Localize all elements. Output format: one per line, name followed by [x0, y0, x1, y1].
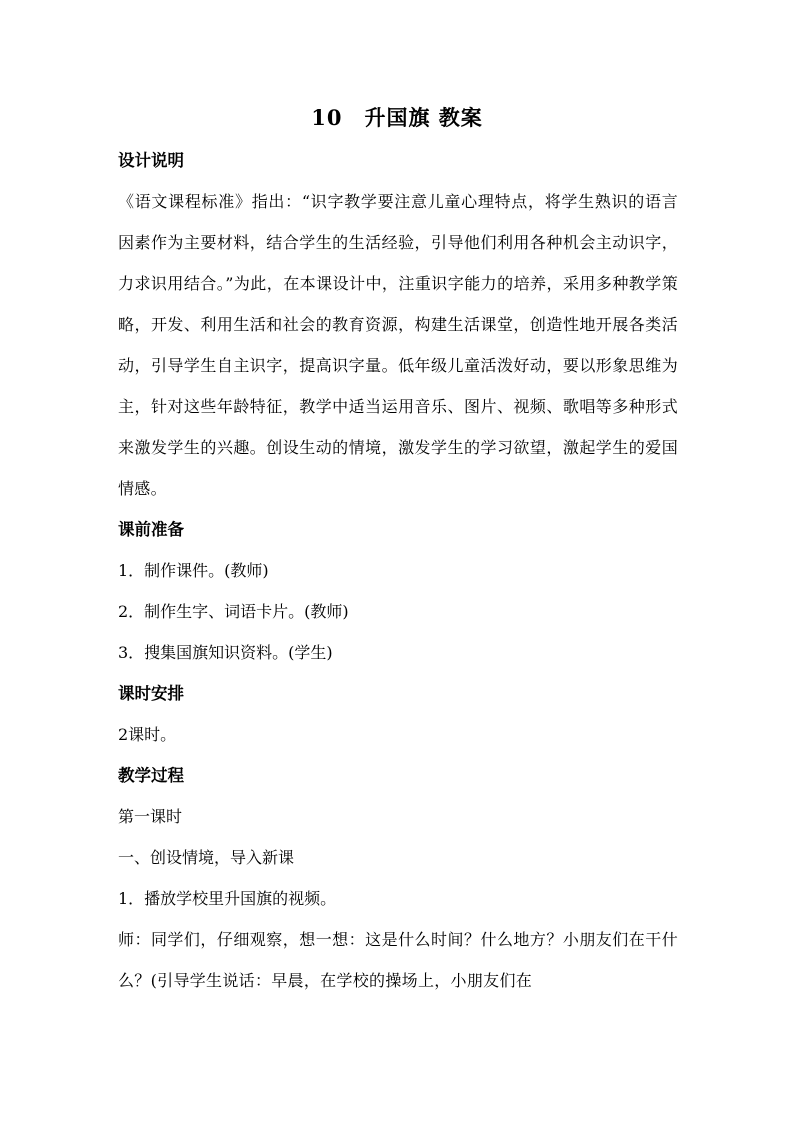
schedule-text: 2课时。 [118, 725, 177, 744]
section-heading-prep: 课前准备 [118, 520, 184, 539]
section-heading-design: 设计说明 [118, 151, 184, 170]
document-body [118, 140, 678, 1001]
prep-item-2: 2．制作生字、词语卡片。(教师) [118, 602, 349, 621]
section-heading-process: 教学过程 [118, 766, 184, 785]
prep-item-3: 3．搜集国旗知识资料。(学生) [118, 643, 333, 662]
document-title: 10 升国旗 教案 [311, 105, 483, 130]
design-paragraph: 《语文课程标准》指出：“识字教学要注意儿童心理特点，将学生熟识的语言因素作为主要材料，结合学生的生活经验，引导他们利用各种机会主动识字，力求识用结合。”为此，在本课设计中，注重识字能力的培养，采用多种教学策略，开发、利用生活和社会的教育资源，构建生活课堂，创造性地开展各类活动，引导学生自主识字，提高识字量。低年级儿童活泼好动，要以形象思维为主，针对这些年龄特征，教学中适当运用音乐、图片、视频、歌唱等多种形式来激发学生的兴趣。创设生动的情境，激发学生的学习欲望，激起学生的爱国情感。 [118, 192, 678, 498]
process-item: 1．播放学校里升国旗的视频。 [118, 889, 337, 908]
process-paragraph: 师：同学们，仔细观察，想一想：这是什么时间？什么地方？小朋友们在干什么？(引导学生说话：早晨，在学校的操场上，小朋友们在 [118, 930, 678, 990]
section-heading-schedule: 课时安排 [118, 684, 184, 703]
process-lesson: 第一课时 [118, 807, 183, 826]
process-step: 一、创设情境，导入新课 [118, 848, 295, 867]
prep-item-1: 1．制作课件。(教师) [118, 561, 269, 580]
